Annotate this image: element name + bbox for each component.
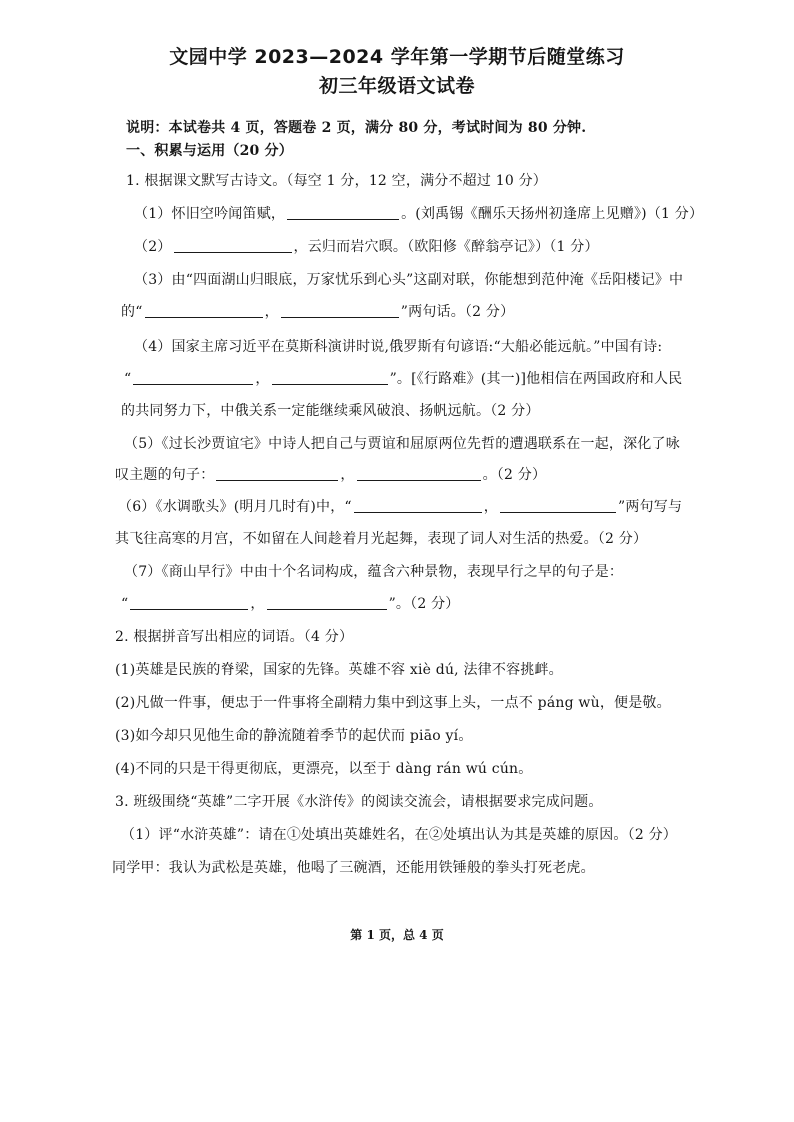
question-1-item-1 (134, 203, 703, 225)
item-text: （2） (134, 239, 172, 255)
question-1-item-3-line-2 (121, 301, 514, 323)
item-text: 。(刘禹锡《酬乐天扬州初逢席上见赠》)（1 分） (401, 206, 704, 222)
answer-blank[interactable] (130, 594, 248, 610)
item-text: （1）怀旧空吟闻笛赋， (134, 206, 286, 222)
question-3-item-1: （1）评“水浒英雄”：请在①处填出英雄姓名，在②处填出认为其是英雄的原因。（2 分） (121, 827, 677, 843)
question-3-answer-text: 同学甲：我认为武松是英雄，他喝了三碗酒，还能用铁锤般的拳头打死老虎。 (112, 860, 595, 876)
question-1-item-6-line-1 (118, 496, 682, 518)
item-text: ， (340, 467, 355, 483)
question-1-item-7-line-1: （7）《商山早行》中由十个名词构成，蕴含六种景物，表现早行之早的句子是： (124, 564, 624, 580)
question-2-item-2: (2)凡做一件事，便忠于一件事将全副精力集中到这事上头，一点不 páng wù，便是敬。 (115, 695, 671, 711)
exam-title: 文园中学 2023—2024 学年第一学期节后随堂练习 (169, 46, 625, 68)
question-2-item-3: (3)如今却只见他生命的静流随着季节的起伏而 piāo yí。 (115, 728, 473, 744)
answer-blank[interactable] (287, 204, 399, 220)
answer-blank[interactable] (145, 302, 263, 318)
question-3-stem: 3. 班级围绕“英雄”二字开展《水浒传》的阅读交流会，请根据要求完成问题。 (115, 794, 603, 810)
question-2-stem: 2. 根据拼音写出相应的词语。（4 分） (115, 629, 354, 645)
answer-blank[interactable] (354, 497, 482, 513)
item-text: （6）《水调歌头》(明月几时有)中，“ (118, 499, 352, 515)
item-text: “ (124, 371, 132, 387)
question-1-item-7-line-2 (121, 593, 459, 615)
question-1-item-5-line-2 (115, 464, 546, 486)
answer-blank[interactable] (500, 497, 616, 513)
exam-subtitle: 初三年级语文试卷 (318, 75, 475, 97)
question-2-item-4: (4)不同的只是干得更彻底，更漂亮，以至于 dàng rán wú cún。 (115, 761, 533, 777)
item-text: ，云归而岩穴暝。（欧阳修《醉翁亭记》）（1 分） (293, 239, 599, 255)
question-1-item-6-line-2: 其飞往高寒的月宫，不如留在人间趁着月光起舞，表现了词人对生活的热爱。（2 分） (115, 531, 648, 547)
item-text: “ (121, 596, 129, 612)
page-footer: 第 1 页，总 4 页 (350, 928, 444, 942)
item-text: 叹主题的句子： (115, 467, 215, 483)
section-heading: 一、积累与运用（20 分） (126, 143, 293, 159)
item-text: ， (255, 371, 270, 387)
item-text: 。（2 分） (482, 467, 547, 483)
answer-blank[interactable] (272, 369, 388, 385)
item-text: ”。[《行路难》(其一)]他相信在两国政府和人民 (389, 371, 683, 387)
question-1-item-2 (134, 236, 599, 258)
item-text: ， (483, 499, 498, 515)
answer-blank[interactable] (174, 237, 292, 253)
question-1-item-3-line-1: （3）由“四面湖山归眼底，万家忧乐到心头”这副对联，你能想到范仲淹《岳阳楼记》中 (134, 272, 684, 288)
question-1-item-5-line-1: （5）《过长沙贾谊宅》中诗人把自己与贾谊和屈原两位先哲的遭遇联系在一起，深化了咏 (124, 436, 680, 452)
item-text: ”两句写与 (618, 499, 683, 515)
item-text: 的“ (121, 304, 143, 320)
item-text: ”。（2 分） (388, 596, 460, 612)
question-1-item-4-line-3: 的共同努力下，中俄关系一定能继续乘风破浪、扬帆远航。（2 分） (121, 403, 540, 419)
question-1-stem: 1. 根据课文默写古诗文。（每空 1 分，12 空，满分不超过 10 分） (126, 173, 547, 189)
question-1-item-4-line-1: （4）国家主席习近平在莫斯科演讲时说,俄罗斯有句谚语:“大船必能远航。”中国有诗: (134, 339, 663, 355)
exam-notice: 说明：本试卷共 4 页，答题卷 2 页，满分 80 分，考试时间为 80 分钟. (126, 120, 587, 136)
answer-blank[interactable] (216, 465, 338, 481)
answer-blank[interactable] (281, 302, 399, 318)
item-text: ”两句话。（2 分） (400, 304, 515, 320)
question-1-item-4-line-2 (124, 368, 682, 390)
answer-blank[interactable] (133, 369, 253, 385)
answer-blank[interactable] (357, 465, 481, 481)
question-2-item-1: (1)英雄是民族的脊梁，国家的先锋。英雄不容 xiè dú, 法律不容挑衅。 (115, 662, 563, 678)
answer-blank[interactable] (267, 594, 387, 610)
item-text: ， (264, 304, 279, 320)
item-text: ， (250, 596, 265, 612)
